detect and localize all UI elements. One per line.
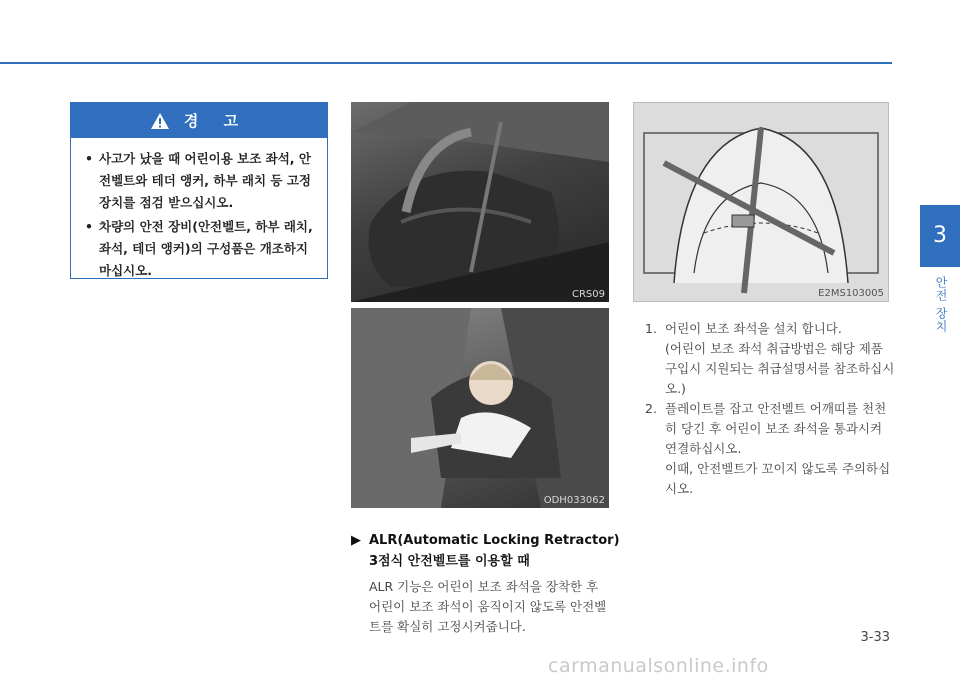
section-body: ALR 기능은 어린이 보조 좌석을 장착한 후 어린이 보조 좌석이 움직이지 않도록 안전벨트를 확실히 고정시켜줍니다. [369, 579, 607, 634]
seatbelt-diagram [633, 102, 889, 302]
page-number: 3-33 [860, 630, 890, 645]
step-subtext: (어린이 보조 좌석 취급방법은 해당 제품 구입시 지원되는 취급설명서를 참조하십시오.) [665, 341, 895, 396]
warning-box [70, 102, 328, 279]
image-code: CRS09 [571, 289, 605, 300]
warning-list [71, 138, 327, 282]
step-text: 어린이 보조 좌석을 설치 합니다. [665, 321, 842, 336]
warning-item: • 사고가 났을 때 어린이용 보조 좌석, 안전벨트와 테더 앵커, 하부 래치 등 고정장치를 점검 받으십시오. [85, 148, 319, 214]
step-number: 2. [645, 401, 657, 416]
step-item [645, 399, 895, 499]
section-heading [351, 531, 620, 573]
warning-header [71, 103, 327, 138]
step-number: 1. [645, 321, 657, 336]
warning-triangle-icon [150, 112, 170, 130]
image-code: ODH033062 [543, 495, 605, 506]
warning-item: • 차량의 안전 장비(안전벨트, 하부 래치, 좌석, 테더 앵커)의 구성품은 개조하지 마십시오. [85, 216, 319, 282]
section-heading-line1: ALR(Automatic Locking Retractor) [369, 533, 620, 548]
image-code: E2MS103005 [818, 288, 884, 299]
section-heading-line2: 3점식 안전벨트를 이용할 때 [369, 554, 530, 569]
chapter-tab[interactable]: 3 [920, 205, 960, 267]
infant-seat-photo [351, 102, 609, 302]
warning-title: 경 고 [183, 112, 249, 130]
child-seat-illustration [351, 308, 609, 508]
step-subtext: 이때, 안전벨트가 꼬이지 않도록 주의하십시오. [665, 461, 891, 496]
chapter-label: 안전 장치 [934, 276, 948, 333]
top-rule [0, 62, 892, 64]
infant-seat-illustration [351, 102, 609, 302]
watermark: carmanualsonline.info [548, 655, 769, 677]
step-text: 플레이트를 잡고 안전벨트 어깨띠를 천천히 당긴 후 어린이 보조 좌석을 통과시켜 연결하십시오. [665, 401, 887, 456]
triangle-right-icon: ▶ [351, 533, 361, 548]
steps-list [645, 319, 895, 499]
step-item [645, 319, 895, 399]
seatbelt-illustration [634, 103, 888, 301]
child-seat-photo [351, 308, 609, 508]
